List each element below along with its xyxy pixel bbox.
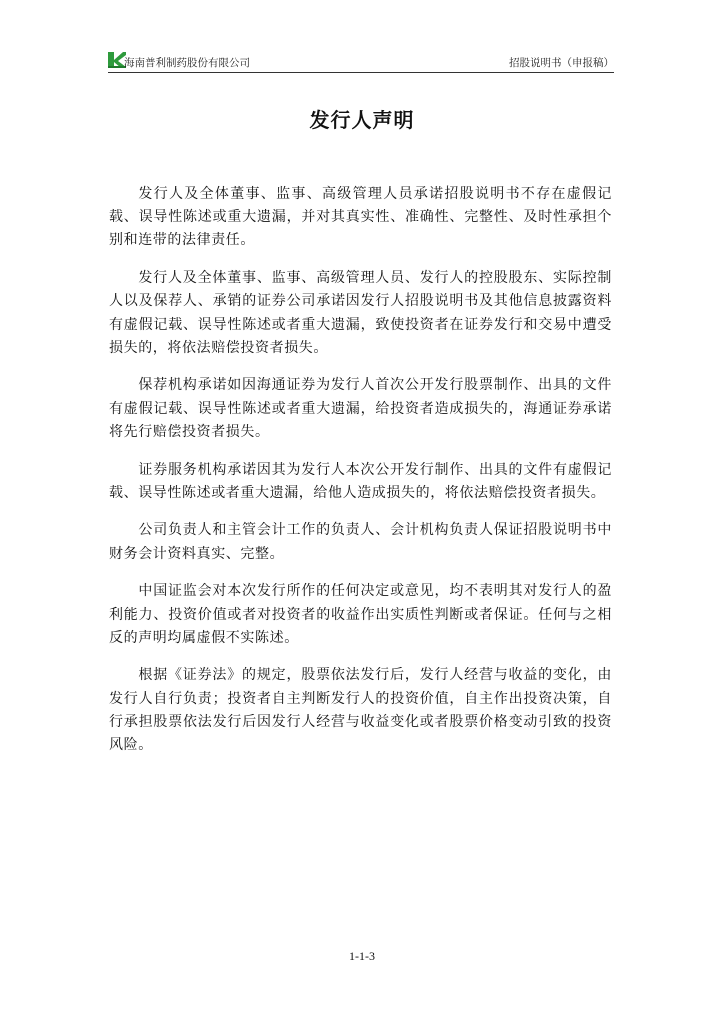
paragraph: 证券服务机构承诺因其为发行人本次公开发行制作、出具的文件有虚假记载、误导性陈述或者重大遗漏，给他人造成损失的，将依法赔偿投资者损失。: [109, 461, 612, 501]
document-title: 招股说明书（申报稿）: [509, 57, 614, 69]
page-number: 1-1-3: [349, 949, 375, 963]
page-header: [108, 50, 614, 72]
header-divider: [108, 72, 614, 73]
declaration-body: [109, 183, 612, 772]
paragraph: 公司负责人和主管会计工作的负责人、会计机构负责人保证招股说明书中财务会计资料真实、完整。: [109, 522, 612, 562]
paragraph: 中国证监会对本次发行所作的任何决定或意见，均不表明其对发行人的盈利能力、投资价值或者对投资者的收益作出实质性判断或者保证。任何与之相反的声明均属虚假不实陈述。: [109, 583, 612, 646]
paragraph: 发行人及全体董事、监事、高级管理人员、发行人的控股股东、实际控制人以及保荐人、承销的证券公司承诺因发行人招股说明书及其他信息披露资料有虚假记载、误导性陈述或者重大遗漏，致使投资者在证券发行和交易中遭受损失的，将依法赔偿投资者损失。: [109, 270, 612, 356]
page-title: 发行人声明: [309, 108, 415, 132]
paragraph: 发行人及全体董事、监事、高级管理人员承诺招股说明书不存在虚假记载、误导性陈述或重大遗漏，并对其真实性、准确性、完整性、及时性承担个别和连带的法律责任。: [109, 186, 612, 249]
paragraph: 根据《证券法》的规定，股票依法发行后，发行人经营与收益的变化，由发行人自行负责；投资者自主判断发行人的投资价值，自主作出投资决策，自行承担股票依法发行后因发行人经营与收益变化或者股票价格变动引致的投资风险。: [109, 667, 612, 754]
paragraph: 保荐机构承诺如因海通证券为发行人首次公开发行股票制作、出具的文件有虚假记载、误导性陈述或者重大遗漏，给投资者造成损失的，海通证券承诺将先行赔偿投资者损失。: [109, 377, 612, 440]
company-name: 海南普利制药股份有限公司: [124, 57, 250, 69]
